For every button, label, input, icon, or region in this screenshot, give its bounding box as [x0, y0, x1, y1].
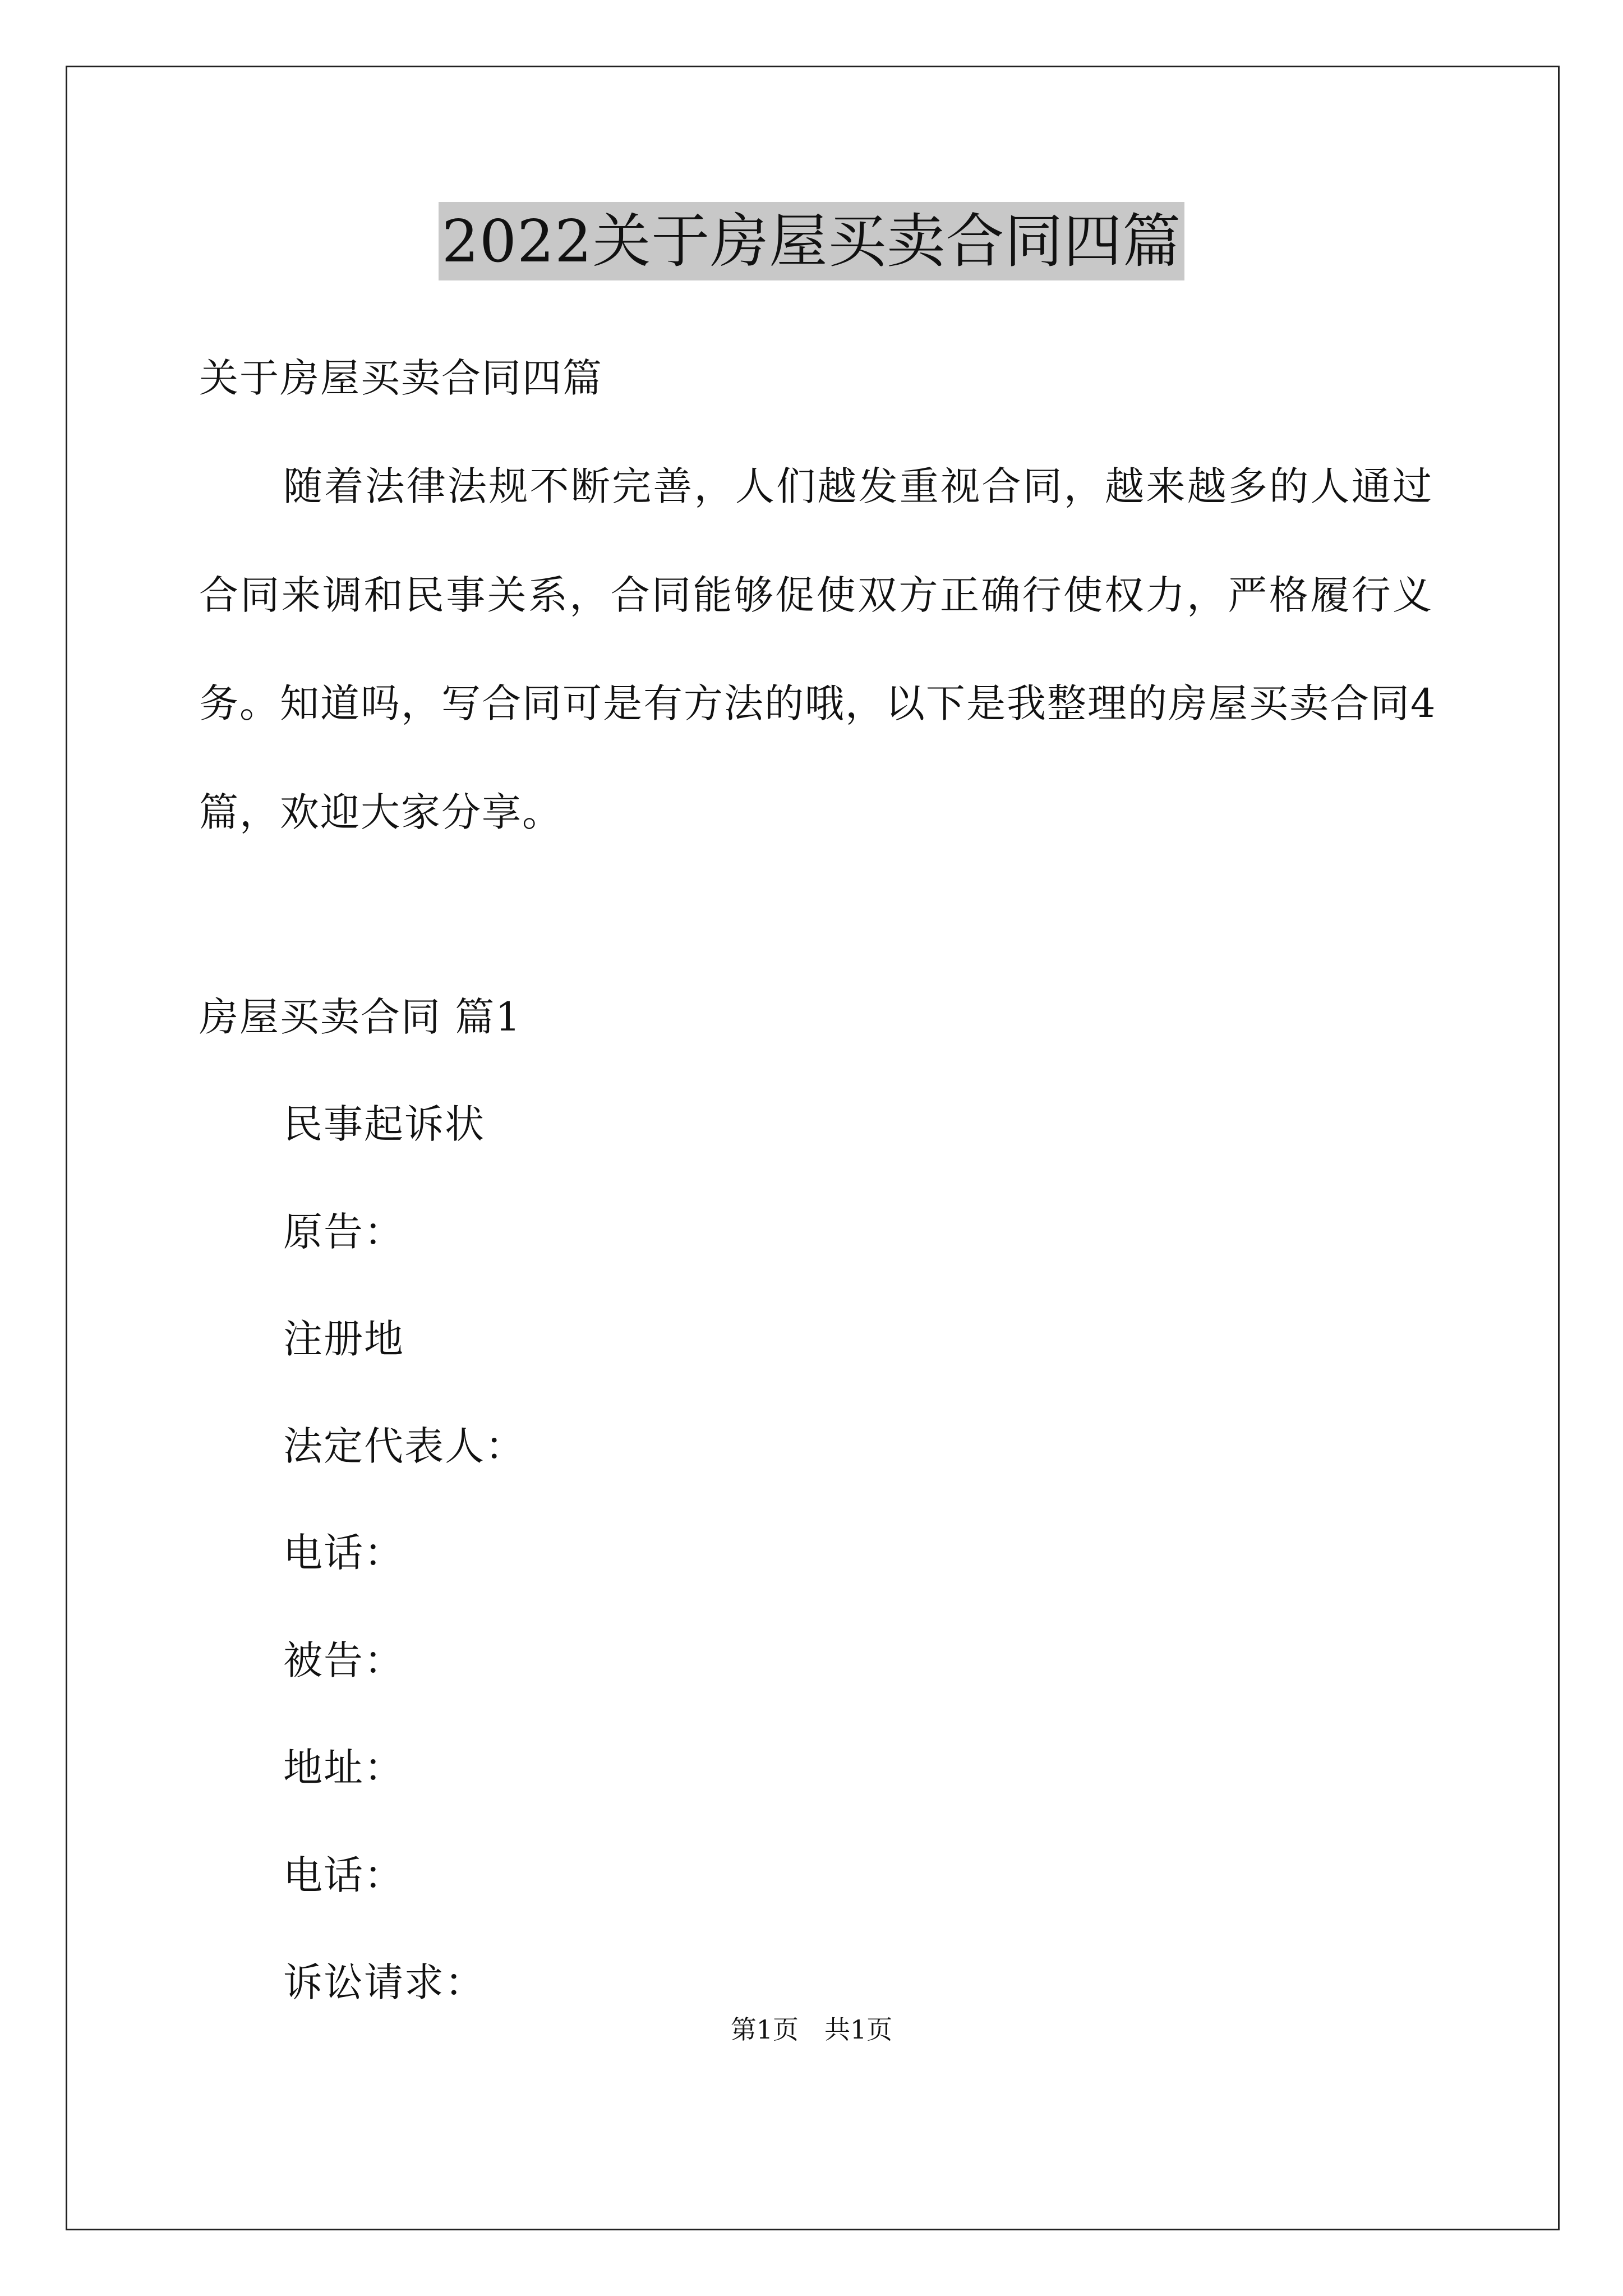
list-item: 民事起诉状	[283, 1101, 485, 1147]
document-subtitle: 关于房屋买卖合同四篇	[199, 355, 603, 401]
title-container	[0, 202, 1623, 280]
list-item: 被告：	[283, 1637, 404, 1683]
section-heading: 房屋买卖合同 篇1	[199, 994, 522, 1040]
list-item: 原告：	[283, 1209, 404, 1255]
list-item: 注册地	[283, 1316, 404, 1362]
intro-line-1: 随着法律法规不断完善，人们越发重视合同，越来越多的人通过	[283, 463, 1433, 509]
list-item: 电话：	[283, 1530, 404, 1576]
list-item: 诉讼请求：	[283, 1959, 485, 2005]
list-item: 电话：	[283, 1852, 404, 1898]
page-footer: 第1页 共1页	[730, 2014, 893, 2045]
list-item: 法定代表人：	[283, 1423, 525, 1469]
list-item: 地址：	[283, 1745, 404, 1791]
intro-line-4: 篇，欢迎大家分享。	[199, 789, 562, 835]
document-title: 2022关于房屋买卖合同四篇	[439, 202, 1185, 280]
intro-line-2: 合同来调和民事关系，合同能够促使双方正确行使权力，严格履行义	[199, 572, 1433, 618]
intro-line-3: 务。知道吗，写合同可是有方法的哦，以下是我整理的房屋买卖合同4	[199, 680, 1437, 726]
